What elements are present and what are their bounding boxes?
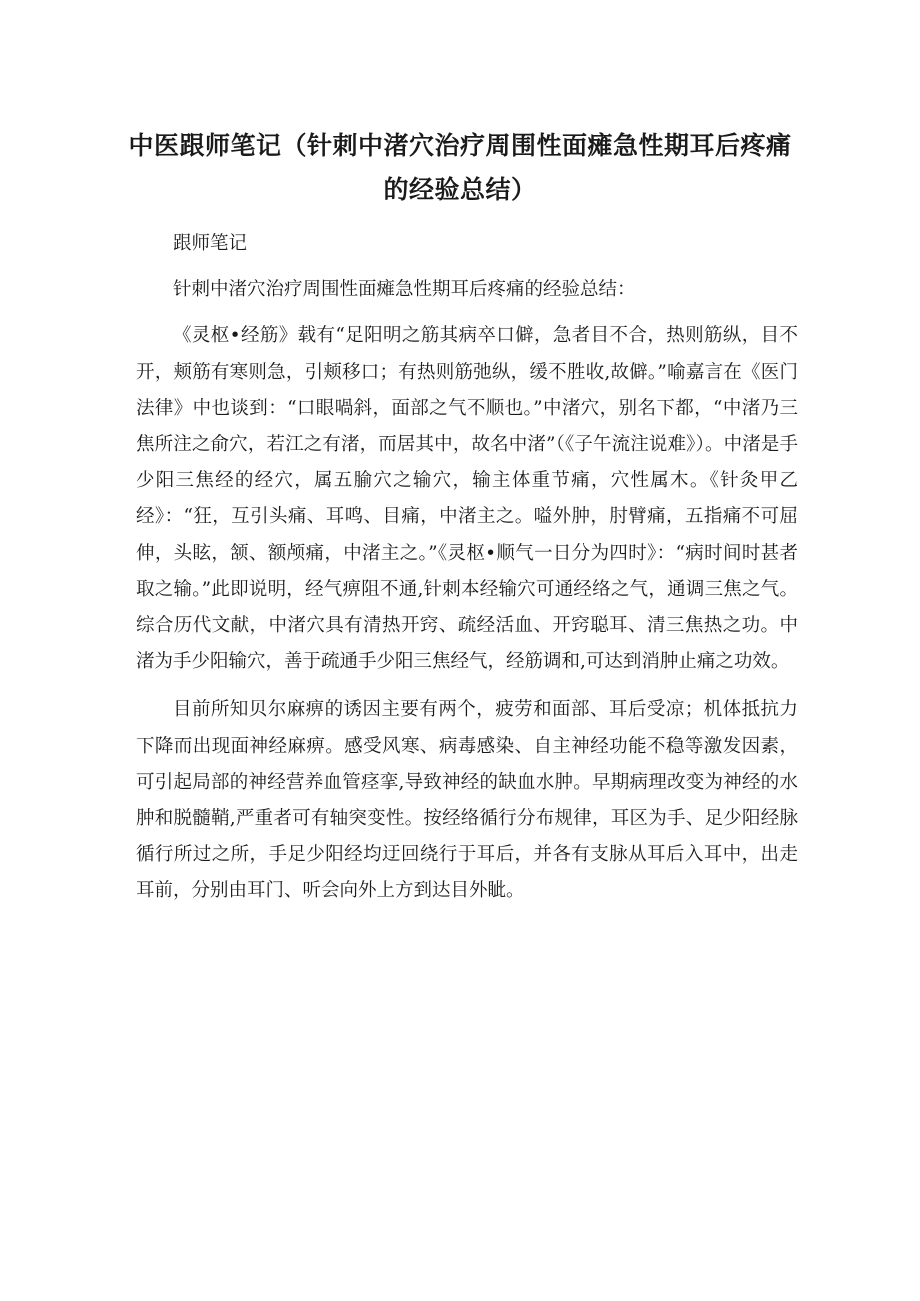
document-body — [136, 226, 798, 910]
paragraph: 目前所知贝尔麻痹的诱因主要有两个，疲劳和面部、耳后受凉；机体抵抗力下降而出现面神经麻痹。感受风寒、病毒感染、自主神经功能不稳等激发因素，可引起局部的神经营养血管痉挛,导致神经的缺血水肿。早期病理改变为神经的水肿和脱髓鞘,严重者可有轴突变性。按经络循行分布规律，耳区为手、足少阳经脉循行所过之所，手足少阳经均迂回绕行于耳后，并各有支脉从耳后入耳中，出走耳前，分别由耳门、听会向外上方到达目外眦。 — [136, 699, 798, 902]
document-title: 中医跟师笔记（针刺中渚穴治疗周围性面瘫急性期耳后疼痛的经验总结） — [128, 131, 792, 204]
subheading: 针刺中渚穴治疗周围性面瘫急性期耳后疼痛的经验总结： — [173, 279, 636, 301]
paragraph: 《灵枢•经筋》载有“足阳明之筋其病卒口僻，急者目不合，热则筋纵，目不开，颊筋有寒则急，引颊移口；有热则筋弛纵，缓不胜收,故僻。”喻嘉言在《医门法律》中也谈到：“口眼喎斜，面部之气不顺也。”中渚穴，别名下都，“中渚乃三焦所注之俞穴，若江之有渚，而居其中，故名中渚”（《子午流注说难》）。中渚是手少阳三焦经的经穴，属五腧穴之输穴，输主体重节痛，穴性属木。《针灸甲乙经》：“狂，互引头痛、耳鸣、目痛，中渚主之。嗌外肿，肘臂痛，五指痛不可屈伸，头眩，颔、额颅痛，中渚主之。”《灵枢•顺气一日分为四时》：“病时间时甚者取之输。”此即说明，经气痹阻不通,针刺本经输穴可通经络之气，通调三焦之气。综合历代文献，中渚穴具有清热开窍、疏经活血、开窍聪耳、清三焦热之功。中渚为手少阳输穴，善于疏通手少阳三焦经气，经筋调和,可达到消肿止痛之功效。 — [136, 325, 798, 673]
section-heading: 跟师笔记 — [173, 233, 248, 254]
